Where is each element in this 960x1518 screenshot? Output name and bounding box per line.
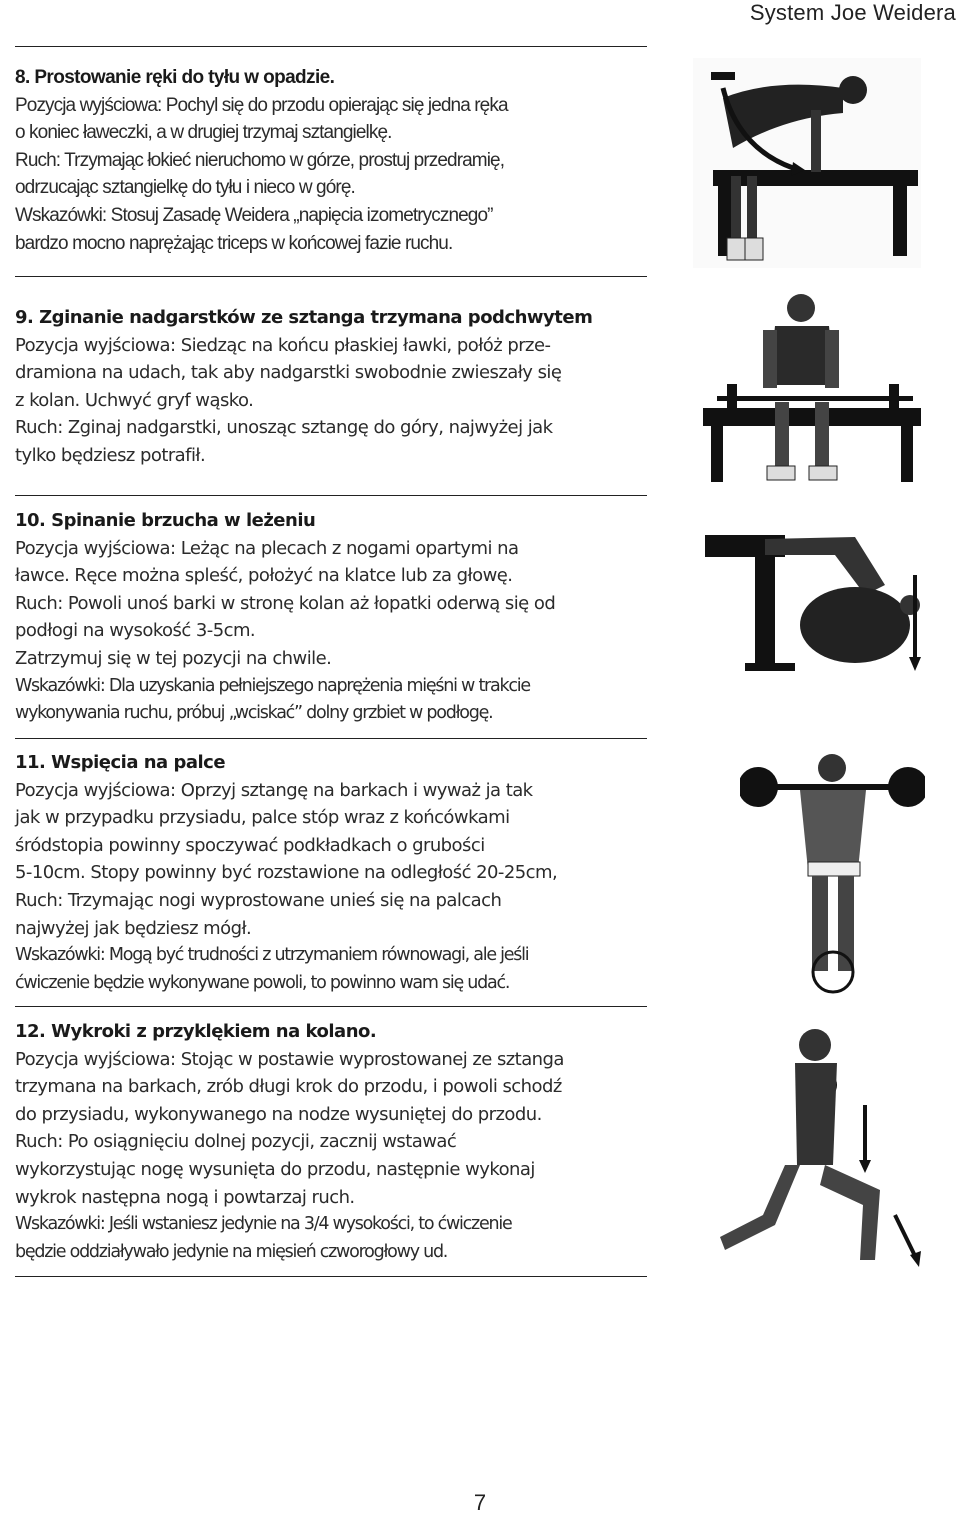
running-header: System Joe Weidera: [749, 0, 956, 25]
divider: [15, 1006, 647, 1007]
exercise-text: wykorzystując nogę wysunięta do przodu, następnie wykonaj: [15, 1158, 535, 1180]
exercise-text: wykrok następna nogą i powtarzaj ruch.: [15, 1186, 355, 1208]
exercise-text: będzie oddziaływało jedynie na mięsień czworogłowy ud.: [15, 1241, 448, 1262]
exercise-title: 10. Spinanie brzucha w leżeniu: [15, 510, 316, 531]
exercise-text: Pozycja wyjściowa: Oprzyj sztangę na barkach i wyważ ja tak: [15, 779, 533, 801]
exercise-11-illustration: [740, 750, 925, 995]
exercise-text: wykonywania ruchu, próbuj „wciskać” dolny grzbiet w podłogę.: [15, 703, 493, 724]
page-number: 7: [473, 1490, 487, 1515]
exercise-text: do przysiadu, wykonywanego na nodze wysuniętej do przodu.: [15, 1103, 542, 1125]
exercise-text: Ruch: Zginaj nadgarstki, unosząc sztangę do góry, najwyżej jak: [15, 417, 553, 439]
exercise-text: podłogi na wysokość 3-5cm.: [15, 620, 256, 642]
divider: [15, 738, 647, 739]
exercise-text: 5-10cm. Stopy powinny być rozstawione na odległość 20-25cm,: [15, 862, 558, 884]
exercise-text: odrzucając sztangielkę do tyłu i nieco w górę.: [15, 177, 355, 199]
exercise-text: śródstopia powinny spoczywać podkładkach o grubości: [15, 834, 485, 856]
exercise-text: z kolan. Uchwyć gryf wąsko.: [15, 389, 254, 411]
exercise-12: [15, 1018, 640, 1266]
exercise-text: Wskazówki: Mogą być trudności z utrzymaniem równowagi, ale jeśli: [15, 945, 529, 966]
exercise-text: Pozycja wyjściowa: Pochyl się do przodu opierając się jedna ręka: [15, 94, 508, 116]
exercise-text: ćwiczenie będzie wykonywane powoli, to powinno wam się udać.: [15, 972, 510, 993]
exercise-text: o koniec ławeczki, a w drugiej trzymaj sztangielkę.: [15, 122, 392, 144]
exercise-text: Pozycja wyjściowa: Stojąc w postawie wyprostowanej ze sztanga: [15, 1048, 564, 1070]
exercise-text: ławce. Ręce można spleść, położyć na klatce lub za głowę.: [15, 565, 513, 587]
divider: [15, 1276, 647, 1277]
exercise-text: Wskazówki: Jeśli wstaniesz jedynie na 3/4 wysokości, to ćwiczenie: [15, 1214, 512, 1235]
exercise-text: Ruch: Trzymając nogi wyprostowane unieś się na palcach: [15, 889, 502, 911]
exercise-9: [15, 304, 640, 470]
exercise-text: Ruch: Trzymając łokieć nieruchomo w górze, prostuj przedramię,: [15, 149, 505, 171]
exercise-text: Pozycja wyjściowa: Leżąc na plecach z nogami opartymi na: [15, 537, 519, 559]
exercise-text: trzymana na barkach, zrób długi krok do przodu, i powoli schodź: [15, 1076, 562, 1098]
exercise-text: Wskazówki: Dla uzyskania pełniejszego naprężenia mięśni w trakcie: [15, 675, 530, 696]
exercise-title: 12. Wykroki z przyklękiem na kolano.: [15, 1021, 377, 1042]
exercise-text: Wskazówki: Stosuj Zasadę Weidera „napięcia izometrycznego”: [15, 204, 493, 226]
exercise-12-illustration: [705, 1015, 923, 1275]
exercise-8: [15, 64, 640, 257]
exercise-text: tylko będziesz potrafił.: [15, 444, 206, 466]
exercise-11: [15, 749, 640, 997]
exercise-text: Pozycja wyjściowa: Siedząc na końcu płaskiej ławki, połóż prze-: [15, 334, 551, 356]
exercise-text: Ruch: Powoli unoś barki w stronę kolan aż łopatki oderwą się od: [15, 592, 556, 614]
exercise-9-illustration: [703, 290, 921, 490]
exercise-10-illustration: [705, 525, 923, 685]
divider: [15, 46, 647, 47]
exercise-10: [15, 507, 640, 728]
exercise-text: Zatrzymuj się w tej pozycji na chwile.: [15, 647, 332, 669]
exercise-text: jak w przypadku przysiadu, palce stóp wraz z końcówkami: [15, 807, 510, 829]
exercise-text: najwyżej jak będziesz mógł.: [15, 917, 252, 939]
exercise-title: 9. Zginanie nadgarstków ze sztanga trzymana podchwytem: [15, 307, 593, 328]
divider: [15, 276, 647, 277]
exercise-text: bardzo mocno naprężając triceps w końcowej fazie ruchu.: [15, 232, 453, 254]
exercise-text: dramiona na udach, tak aby nadgarstki swobodnie zwieszały się: [15, 362, 562, 384]
exercise-title: 8. Prostowanie ręki do tyłu w opadzie.: [15, 67, 335, 88]
exercise-title: 11. Wspięcia na palce: [15, 752, 226, 773]
exercise-text: Ruch: Po osiągnięciu dolnej pozycji, zacznij wstawać: [15, 1131, 457, 1153]
exercise-8-illustration: [693, 58, 921, 268]
divider: [15, 495, 647, 496]
